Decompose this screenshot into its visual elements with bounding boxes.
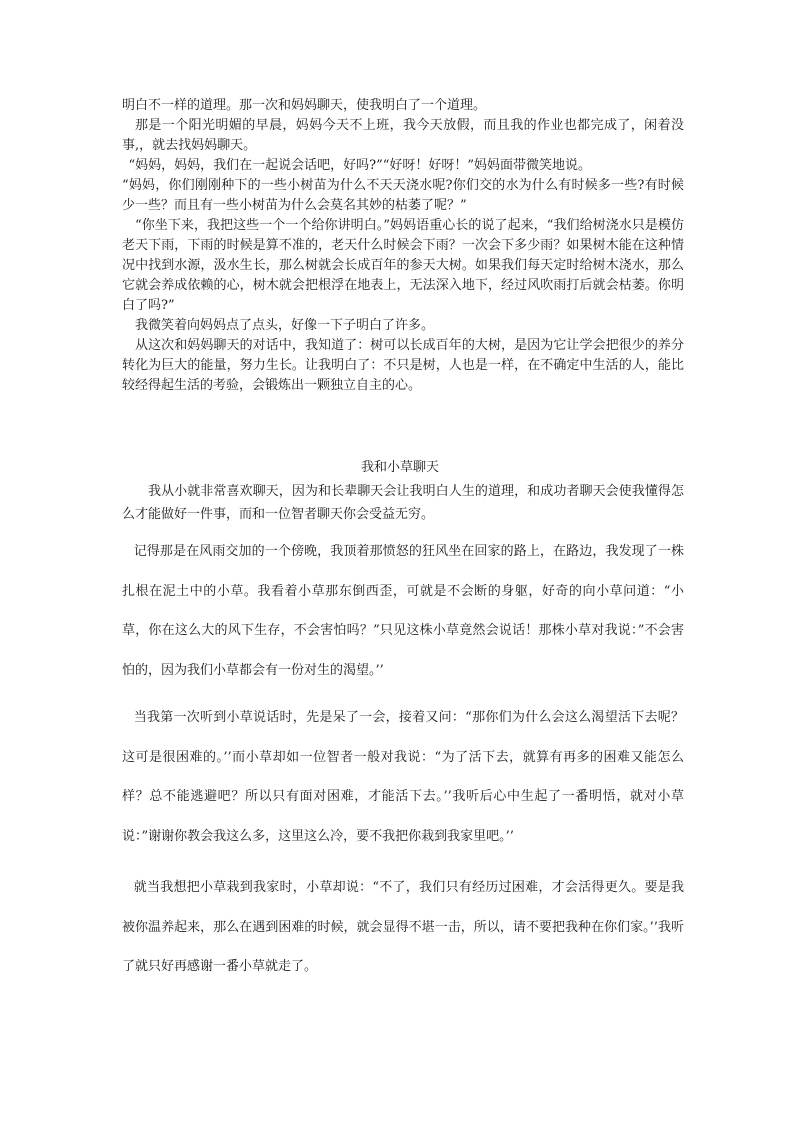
essay-1 [122, 96, 684, 396]
essay-2-title: 我和小草聊天 [360, 460, 439, 475]
paragraph: 就当我想把小草栽到我家时，小草却说：“不了，我们只有经历过困难，才会活得更久。要是我被你温养起来，那么在遇到困难的时候，就会显得不堪一击，所以，请不要把我种在你们家。’’我听了就只好再感谢一番小草就走了。 [122, 880, 684, 974]
paragraph: “妈妈，你们刚刚种下的一些小树苗为什么不天天浇水呢?你们交的水为什么有时候多一些?有时候少一些？而且有一些小树苗为什么会莫名其妙的枯萎了呢？” [122, 178, 684, 213]
paragraph: 记得那是在风雨交加的一个傍晚，我顶着那愤怒的狂风坐在回家的路上，在路边，我发现了一株扎根在泥土中的小草。我看着小草那东倒西歪，可就是不会断的身躯，好奇的向小草问道：“小草，你在这么大的风下生存，不会害怕吗？”只见这株小草竟然会说话！那株小草对我说：”不会害怕的，因为我们小草都会有一份对生的渴望。’’ [122, 544, 684, 678]
paragraph: 我微笑着向妈妈点了点头，好像一下子明白了许多。 [135, 318, 435, 333]
paragraph: “妈妈，妈妈，我们在一起说会话吧，好吗?”“好呀！好呀！”妈妈面带微笑地说。 [128, 158, 592, 173]
paragraph: 我从小就非常喜欢聊天，因为和长辈聊天会让我明白人生的道理，和成功者聊天会使我懂得怎么才能做好一件事，而和一位智者聊天你会受益无穷。 [122, 484, 684, 522]
paragraph: 明白不一样的道理。那一次和妈妈聊天，使我明白了一个道理。 [122, 98, 487, 113]
paragraph: 当我第一次听到小草说话时，先是呆了一会，接着又问：“那你们为什么会这么渴望活下去呢？这可是很困难的。’’而小草却如一位智者一般对我说：“为了活下去，就算有再多的困难又能怎么样？总不能逃避吧？所以只有面对困难，才能活下去。’’我听后心中生起了一番明悟，就对小草说：”谢谢你教会我这么多，这里这么冷，要不我把你栽到我家里吧。’’ [122, 710, 684, 844]
essay-2 [122, 480, 684, 987]
paragraph: “你坐下来，我把这些一个一个给你讲明白。”妈妈语重心长的说了起来，“我们给树浇水只是模仿老天下雨，下雨的时候是算不准的，老天什么时候会下雨？一次会下多少雨？如果树木能在这种情况中找到水源，汲水生长，那么树就会长成百年的参天大树。如果我们每天定时给树木浇水，那么它就会养成依赖的心，树木就会把根浮在地表上，无法深入地下，经过风吹雨打后就会枯萎。你明白了吗?” [122, 218, 684, 313]
paragraph: 从这次和妈妈聊天的对话中，我知道了：树可以长成百年的大树，是因为它让学会把很少的养分转化为巨大的能量，努力生长。让我明白了：不只是树，人也是一样，在不确定中生活的人，能比较经得起生活的考验，会锻炼出一颗独立自主的心。 [122, 338, 684, 393]
paragraph: 那是一个阳光明媚的早晨，妈妈今天不上班，我今天放假，而且我的作业也都完成了，闲着没事,，就去找妈妈聊天。 [122, 118, 684, 153]
